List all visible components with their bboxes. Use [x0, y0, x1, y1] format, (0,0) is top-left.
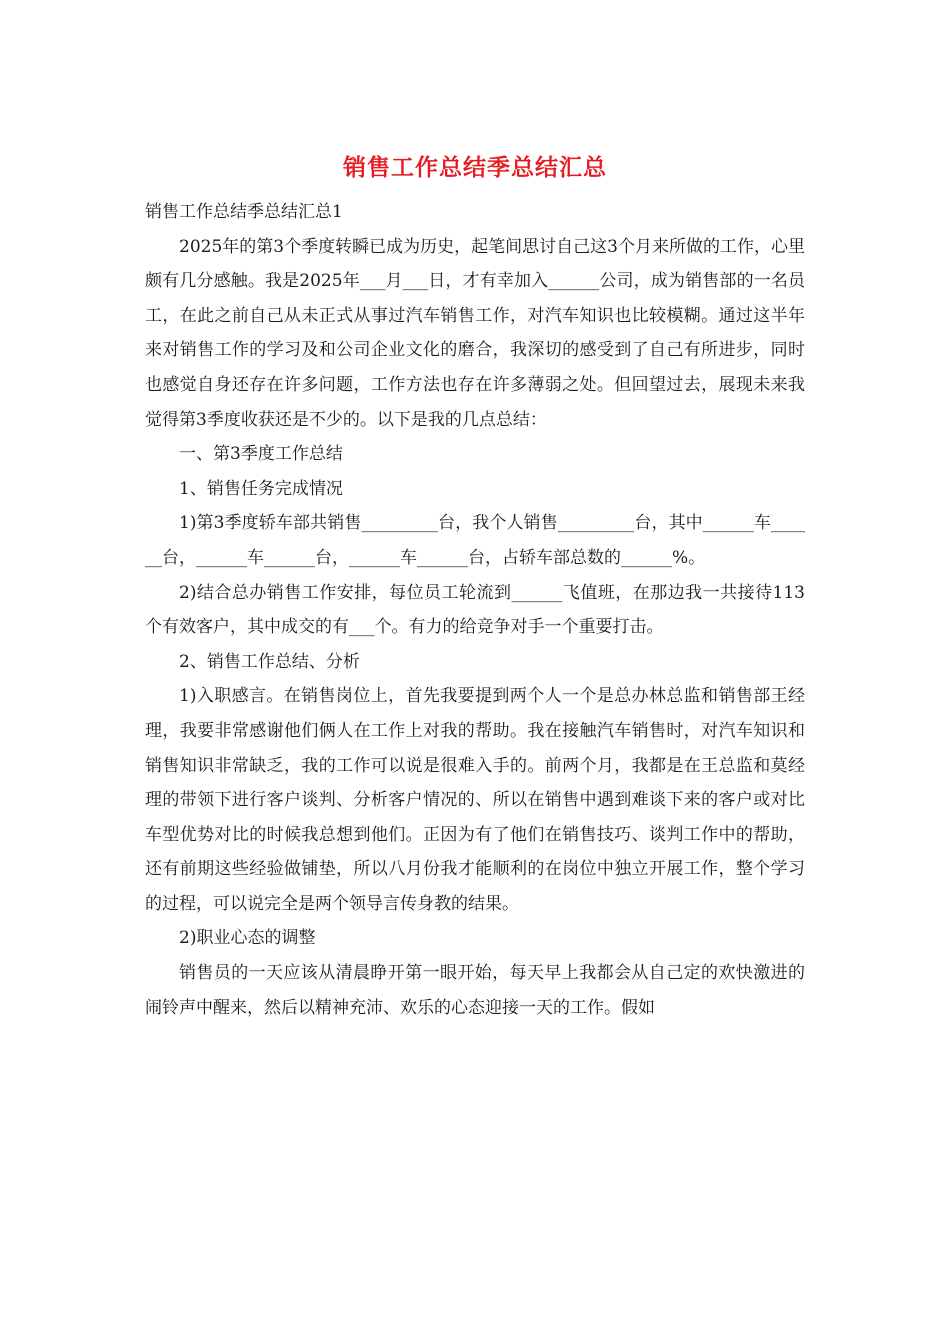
- paragraph: 2025年的第3个季度转瞬已成为历史，起笔间思讨自己这3个月来所做的工作，心里颇有几分感触。我是2025年___月___日，才有幸加入______公司，成为销售部的一名员工，在此之前自己从未正式从事过汽车销售工作，对汽车知识也比较模糊。通过这半年来对销售工作的学习及和公司企业文化的磨合，我深切的感受到了自己有所进步，同时也感觉自身还存在许多问题，工作方法也存在许多薄弱之处。但回望过去，展现未来我觉得第3季度收获还是不少的。以下是我的几点总结：: [145, 236, 805, 430]
- paragraph: 1、销售任务完成情况: [179, 478, 343, 499]
- paragraph: 1)入职感言。在销售岗位上，首先我要提到两个人一个是总办林总监和销售部王经理，我要非常感谢他们俩人在工作上对我的帮助。我在接触汽车销售时，对汽车知识和销售知识非常缺乏，我的工作可以说是很难入手的。前两个月，我都是在王总监和莫经理的带领下进行客户谈判、分析客户情况的、所以在销售中遇到难谈下来的客户或对比车型优势对比的时候我总想到他们。正因为有了他们在销售技巧、谈判工作中的帮助，还有前期这些经验做铺垫，所以八月份我才能顺利的在岗位中独立开展工作，整个学习的过程，可以说完全是两个领导言传身教的结果。: [145, 686, 805, 914]
- paragraph: 2)职业心态的调整: [179, 928, 316, 949]
- document-title: 销售工作总结季总结汇总: [343, 155, 607, 181]
- paragraph: 一、第3季度工作总结: [179, 444, 343, 465]
- paragraph: 2、销售工作总结、分析: [179, 651, 360, 672]
- paragraph: 1)第3季度轿车部共销售_________台，我个人销售_________台，其中______车______台，______车______台，______车______台，占轿车部总数的______%。: [145, 513, 805, 568]
- document-body: [145, 195, 805, 1025]
- paragraph: 2)结合总办销售工作安排，每位员工轮流到______飞值班，在那边我一共接待113个有效客户，其中成交的有___个。有力的给竞争对手一个重要打击。: [145, 582, 805, 638]
- paragraph: 销售员的一天应该从清晨睁开第一眼开始，每天早上我都会从自己定的欢快激进的闹铃声中醒来，然后以精神充沛、欢乐的心态迎接一天的工作。假如: [145, 963, 805, 1018]
- paragraph: 销售工作总结季总结汇总1: [145, 202, 343, 222]
